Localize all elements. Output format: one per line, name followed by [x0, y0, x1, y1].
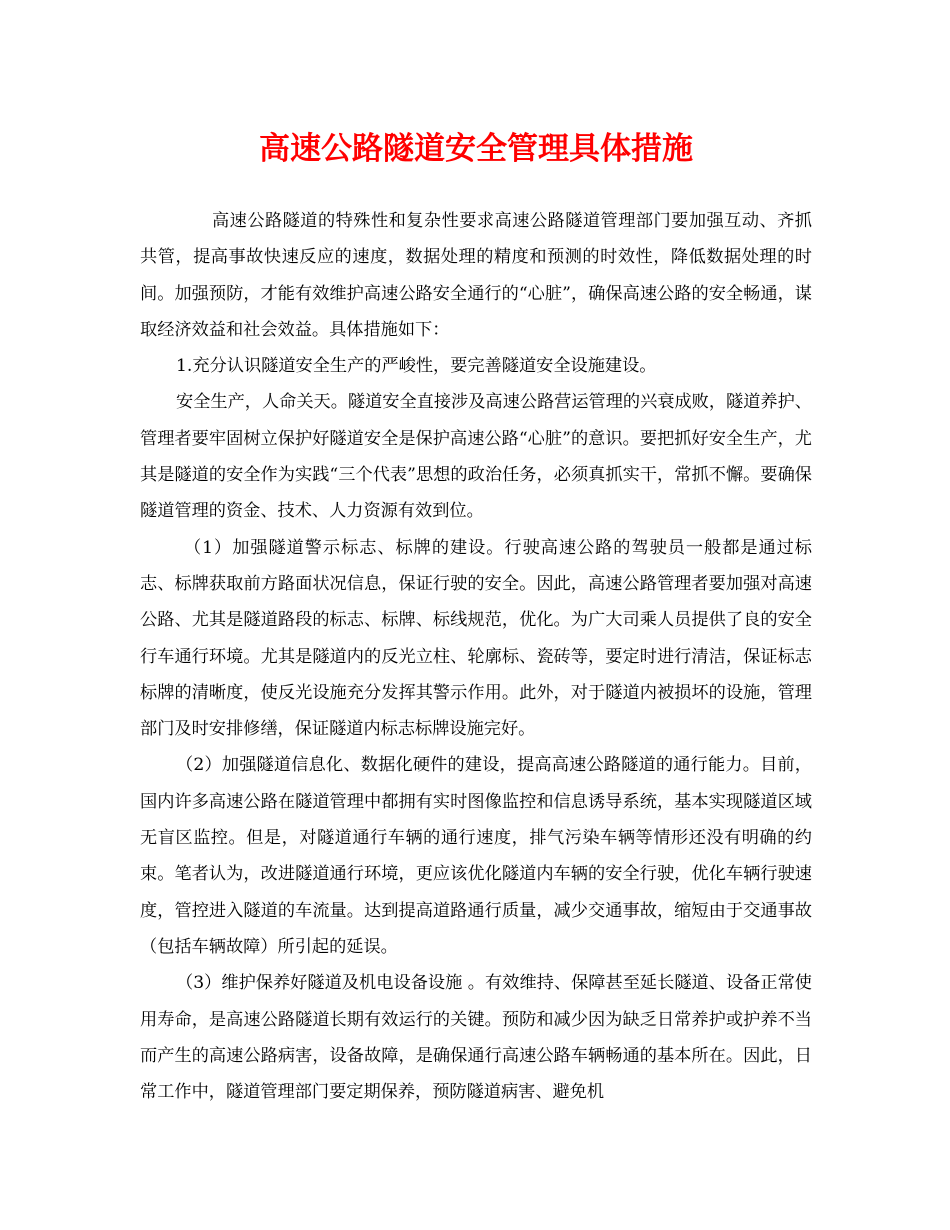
intro-paragraph: 高速公路隧道的特殊性和复杂性要求高速公路隧道管理部门要加强互动、齐抓共管，提高事故快速反应的速度，数据处理的精度和预测的时效性，降低数据处理的时间。加强预防，才能有效维护高速公路安全通行的“心脏”，确保高速公路的安全畅通，谋取经济效益和社会效益。具体措施如下： — [140, 211, 812, 340]
item-2-paragraph: （2）加强隧道信息化、数据化硬件的建设，提高高速公路隧道的通行能力。目前，国内许多高速公路在隧道管理中都拥有实时图像监控和信息诱导系统，基本实现隧道区域无盲区监控。但是，对隧道通行车辆的通行速度，排气污染车辆等情形还没有明确的约束。笔者认为，改进隧道通行环境，更应该优化隧道内车辆的安全行驶，优化车辆行驶速度，管控进入隧道的车流量。达到提高道路通行质量，减少交通事故，缩短由于交通事故（包括车辆故障）所引起的延误。 — [140, 755, 812, 957]
safety-paragraph: 安全生产，人命关天。隧道安全直接涉及高速公路营运管理的兴衰成败，隧道养护、管理者要牢固树立保护好隧道安全是保护高速公路“心脏”的意识。要把抓好安全生产，尤其是隧道的安全作为实践“三个代表”思想的政治任务，必须真抓实干，常抓不懈。要确保隧道管理的资金、技术、人力资源有效到位。 — [140, 392, 812, 522]
item-1-paragraph: （1）加强隧道警示标志、标牌的建设。行驶高速公路的驾驶员一般都是通过标志、标牌获取前方路面状况信息，保证行驶的安全。因此，高速公路管理者要加强对高速公路、尤其是隧道路段的标志、标牌、标线规范，优化。为广大司乘人员提供了良的安全行车通行环境。尤其是隧道内的反光立柱、轮廓标、瓷砖等，要定时进行清洁，保证标志标牌的清晰度，使反光设施充分发挥其警示作用。此外，对于隧道内被损坏的设施，管理部门及时安排修缮，保证隧道内标志标牌设施完好。 — [140, 537, 812, 740]
measure-heading-1: 1.充分认识隧道安全生产的严峻性，要完善隧道安全设施建设。 — [176, 356, 657, 377]
item-3-paragraph: （3）维护保养好隧道及机电设备设施 。有效维持、保障甚至延长隧道、设备正常使用寿命，是高速公路隧道长期有效运行的关键。预防和减少因为缺乏日常养护或护养不当而产生的高速公路病害，设备故障，是确保通行高速公路车辆畅通的基本所在。因此，日常工作中，隧道管理部门要定期保养，预防隧道病害、避免机 — [140, 973, 812, 1103]
document-body — [140, 203, 812, 1110]
document-title: 高速公路隧道安全管理具体措施 — [259, 131, 693, 167]
